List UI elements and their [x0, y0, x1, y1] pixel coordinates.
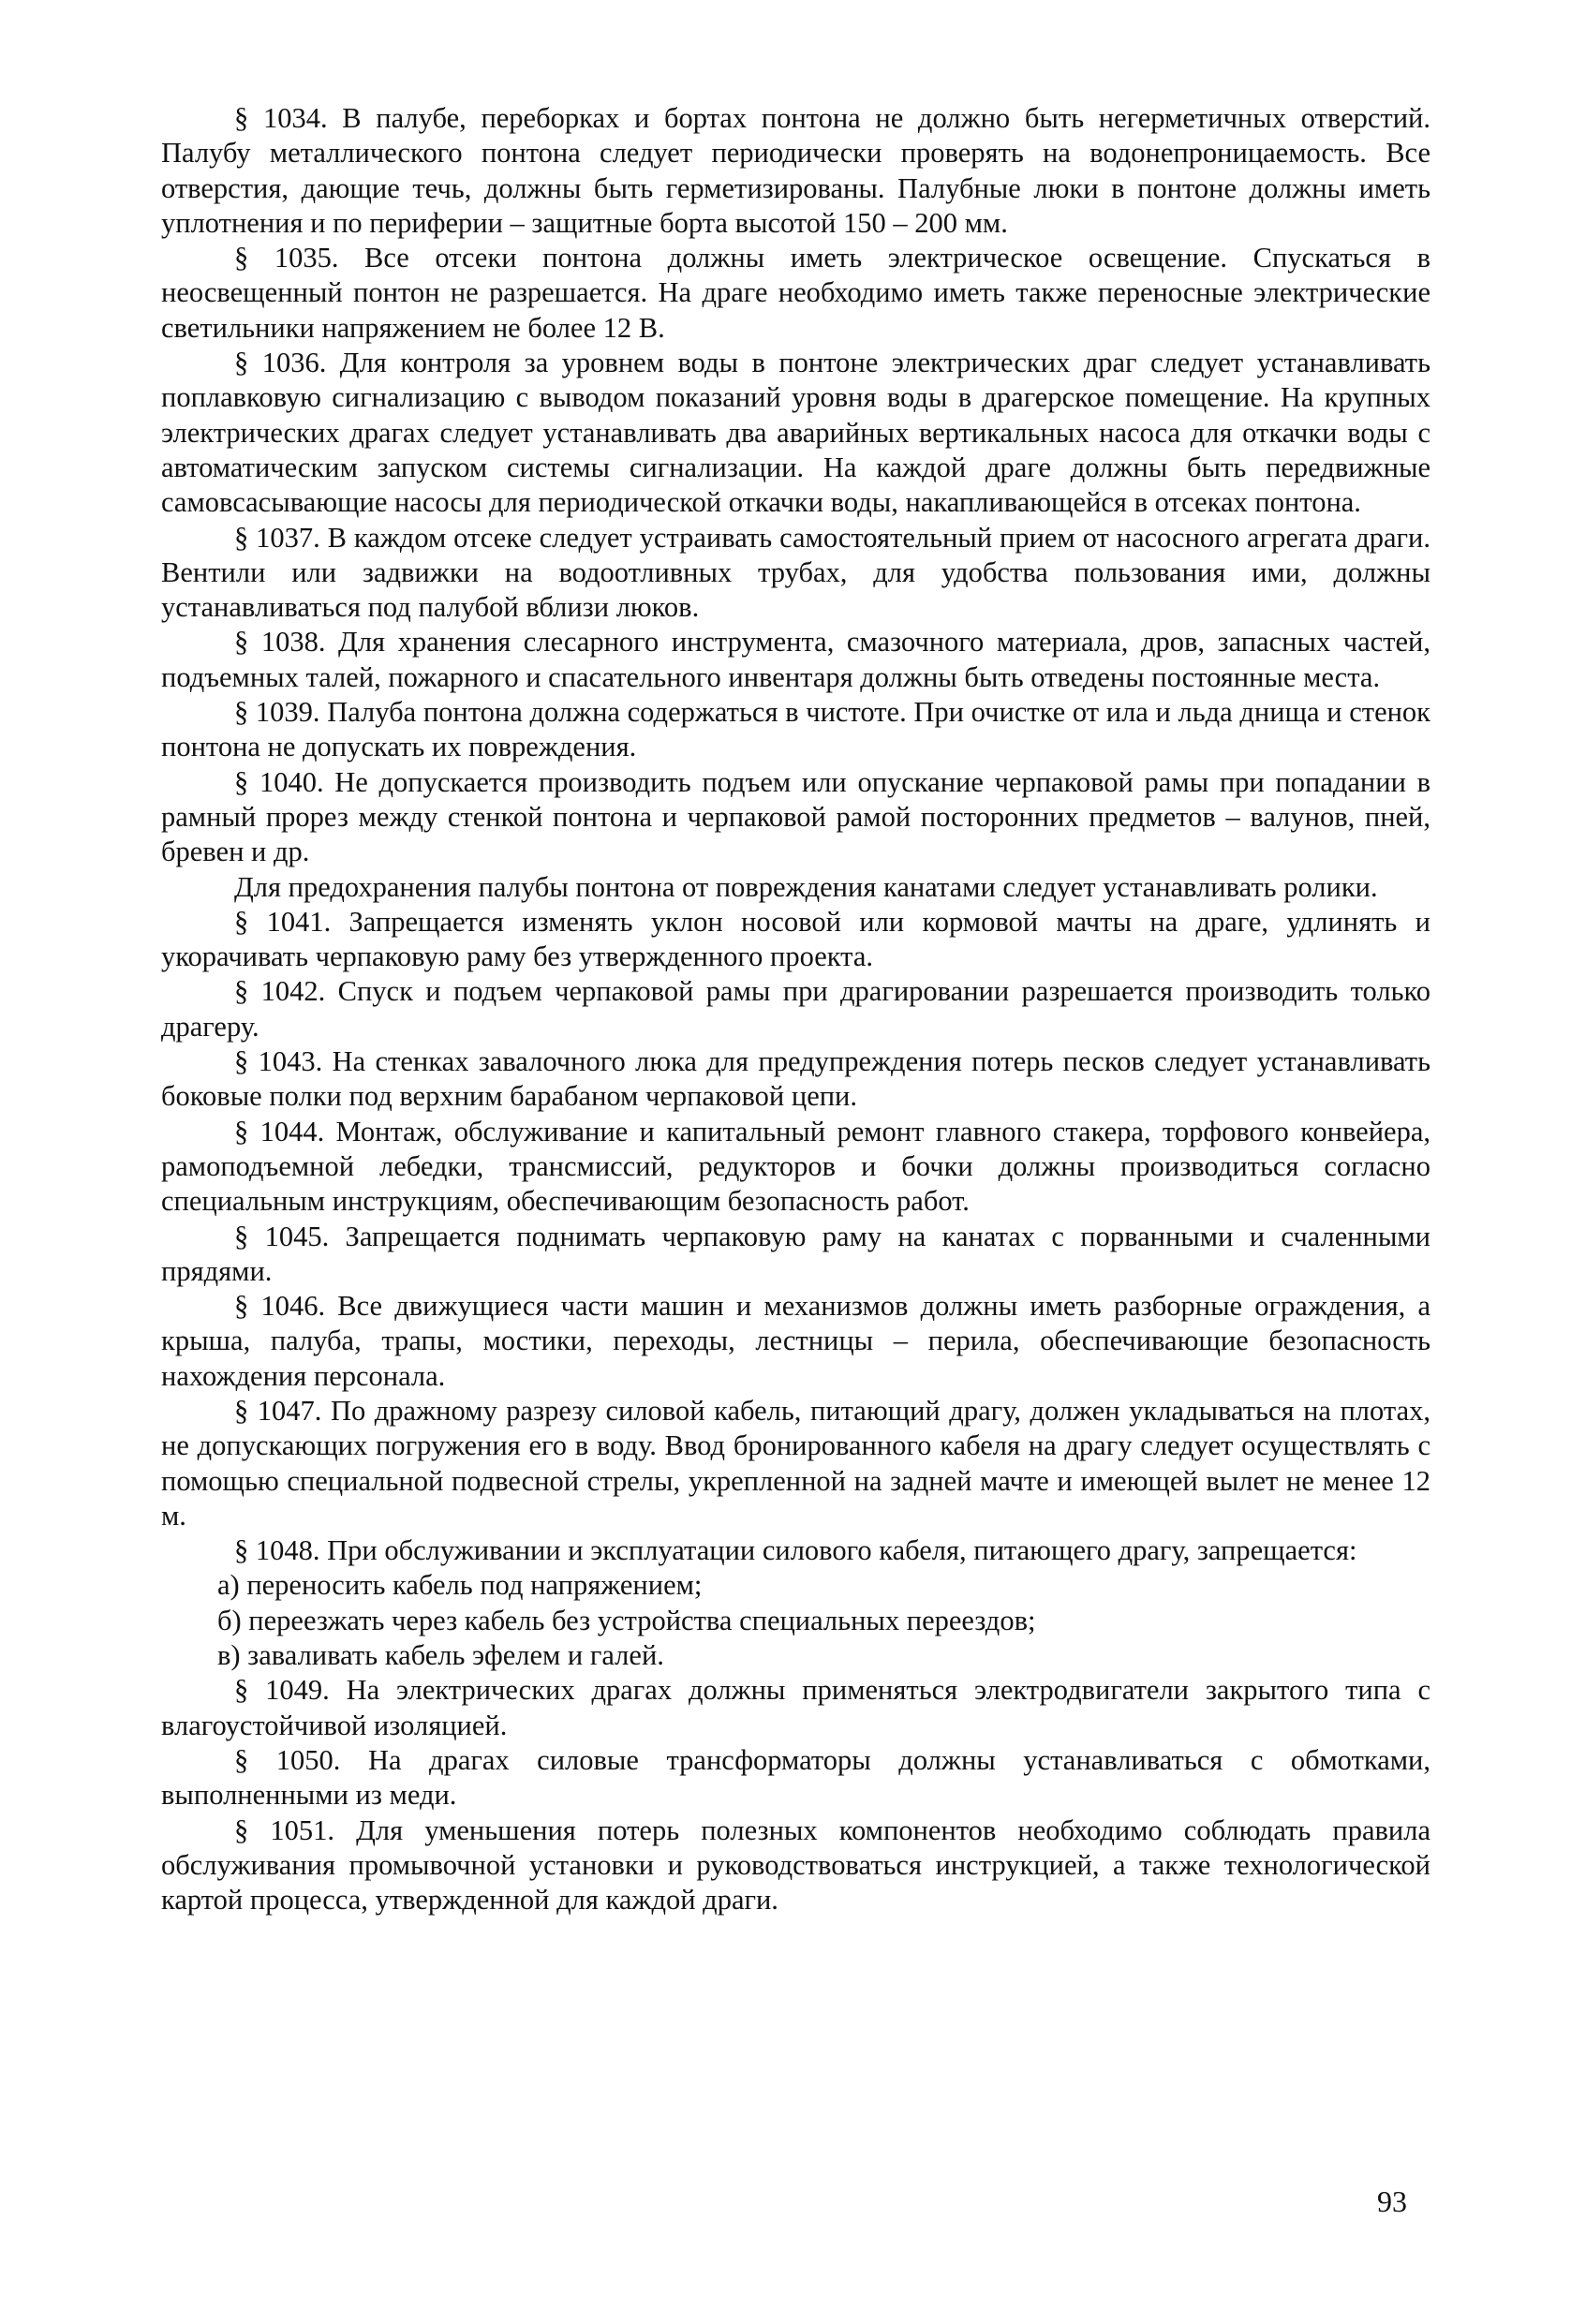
paragraph: § 1037. В каждом отсеке следует устраивать самостоятельный прием от насосного агрегата драги. Вентили или задвижки на водоотливных трубах, для удобства пользования ими, должны устанавливаться под палубой вблизи люков.	[161, 521, 1430, 624]
page-number: 93	[1377, 2184, 1407, 2218]
paragraph: § 1042. Спуск и подъем черпаковой рамы при драгировании разрешается производить только драгеру.	[161, 975, 1430, 1043]
paragraph: § 1044. Монтаж, обслуживание и капитальный ремонт главного стакера, торфового конвейера, рамоподъемной лебедки, трансмиссий, редукторов и бочки должны производиться согласно специальным инструкциям, обеспечивающим безопасность работ.	[161, 1115, 1430, 1218]
list-item: б) переезжать через кабель без устройства специальных переездов;	[217, 1604, 1036, 1636]
paragraph: § 1035. Все отсеки понтона должны иметь электрическое освещение. Спускаться в неосвещенный понтон не разрешается. На драге необходимо иметь также переносные электрические светильники напряжением не более 12 В.	[161, 242, 1430, 344]
paragraph: § 1036. Для контроля за уровнем воды в понтоне электрических драг следует устанавливать поплавковую сигнализацию с выводом показаний уровня воды в драгерское помещение. На крупных электрических драгах следует устанавливать два аварийных вертикальных насоса для откачки воды с автоматическим запуском системы сигнализации. На каждой драге должны быть передвижные самовсасывающие насосы для периодической откачки воды, накапливающейся в отсеках понтона.	[161, 347, 1430, 519]
list-item: а) переносить кабель под напряжением;	[217, 1569, 703, 1602]
paragraph: § 1041. Запрещается изменять уклон носовой или кормовой мачты на драге, удлинять и укорачивать черпаковую раму без утвержденного проекта.	[161, 905, 1430, 973]
paragraph: § 1038. Для хранения слесарного инструмента, смазочного материала, дров, запасных частей, подъемных талей, пожарного и спасательного инвентаря должны быть отведены постоянные места.	[161, 626, 1430, 693]
paragraph: Для предохранения палубы понтона от повреждения канатами следует устанавливать ролики.	[234, 870, 1378, 903]
paragraph: § 1048. При обслуживании и эксплуатации силового кабеля, питающего драгу, запрещается:	[234, 1534, 1357, 1567]
paragraph: § 1034. В палубе, переборках и бортах понтона не должно быть негерметичных отверстий. Палубу металлического понтона следует периодически проверять на водонепроницаемость. Все отверстия, дающие течь, должны быть герметизированы. Палубные люки в понтоне должны иметь уплотнения и по периферии – защитные борта высотой 150 – 200 мм.	[161, 102, 1430, 239]
paragraph: § 1049. На электрических драгах должны применяться электродвигатели закрытого типа с влагоустойчивой изоляцией.	[161, 1674, 1430, 1741]
page-body	[161, 101, 1430, 1917]
paragraph: § 1039. Палуба понтона должна содержаться в чистоте. При очистке от ила и льда днища и стенок понтона не допускать их повреждения.	[161, 696, 1430, 763]
list-item: в) заваливать кабель эфелем и галей.	[217, 1639, 664, 1672]
paragraph: § 1047. По дражному разрезу силовой кабель, питающий драгу, должен укладываться на плотах, не допускающих погружения его в воду. Ввод бронированного кабеля на драгу следует осуществлять с помощью специальной подвесной стрелы, укрепленной на задней мачте и имеющей вылет не менее 12 м.	[161, 1394, 1430, 1532]
paragraph: § 1045. Запрещается поднимать черпаковую раму на канатах с порванными и счаленными прядями.	[161, 1220, 1430, 1287]
paragraph: § 1051. Для уменьшения потерь полезных компонентов необходимо соблюдать правила обслуживания промывочной установки и руководствоваться инструкцией, а также технологической картой процесса, утвержденной для каждой драги.	[161, 1813, 1430, 1917]
paragraph: § 1040. Не допускается производить подъем или опускание черпаковой рамы при попадании в рамный прорез между стенкой понтона и черпаковой рамой посторонних предметов – валунов, пней, бревен и др.	[161, 765, 1430, 868]
paragraph: § 1043. На стенках завалочного люка для предупреждения потерь песков следует устанавливать боковые полки под верхним барабаном черпаковой цепи.	[161, 1045, 1430, 1113]
paragraph: § 1046. Все движущиеся части машин и механизмов должны иметь разборные ограждения, а крыша, палуба, трапы, мостики, переходы, лестницы – перила, обеспечивающие безопасность нахождения персонала.	[161, 1290, 1430, 1392]
paragraph: § 1050. На драгах силовые трансформаторы должны устанавливаться с обмотками, выполненными из меди.	[161, 1743, 1430, 1812]
